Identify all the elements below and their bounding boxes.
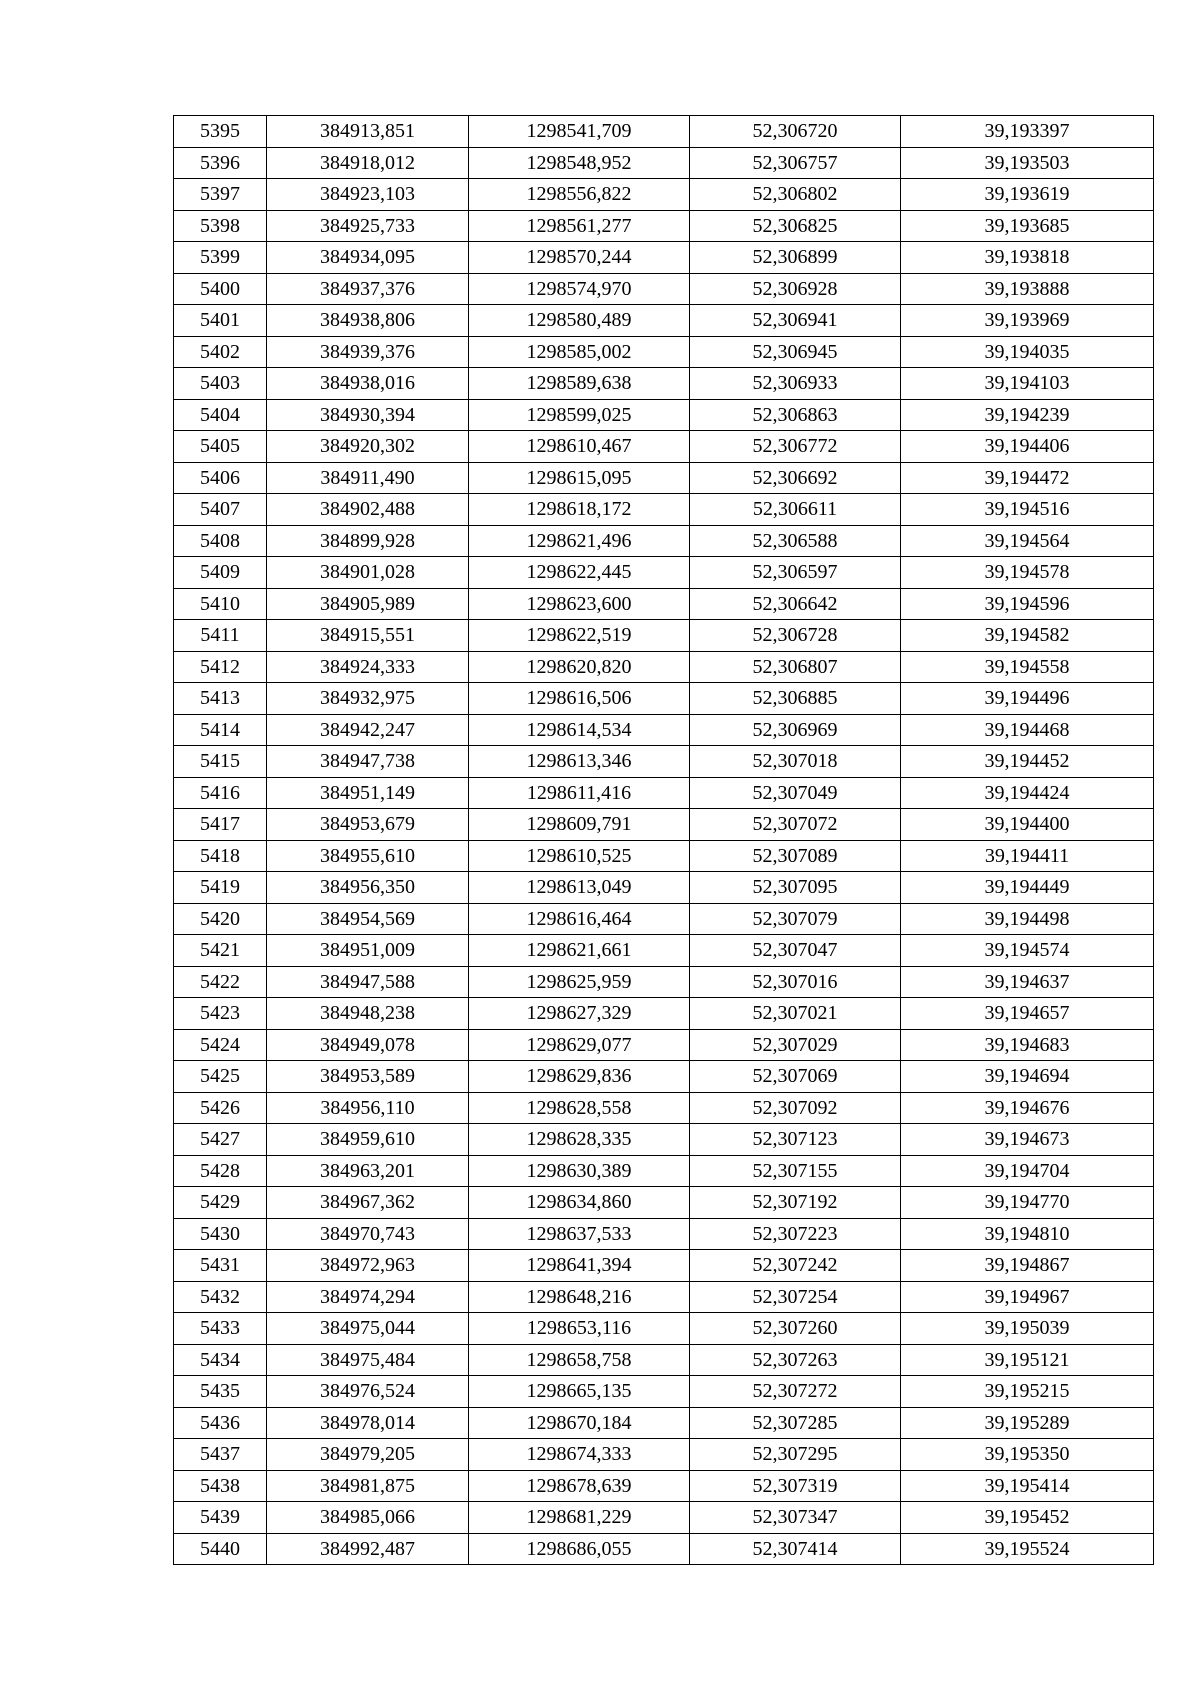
point-number-cell: 5410: [174, 588, 267, 620]
latitude-cell: 52,307079: [690, 903, 901, 935]
y-coordinate-cell: 1298621,496: [469, 525, 690, 557]
longitude-cell: 39,194867: [901, 1250, 1154, 1282]
longitude-cell: 39,195121: [901, 1344, 1154, 1376]
x-coordinate-cell: 384963,201: [267, 1155, 469, 1187]
y-coordinate-cell: 1298548,952: [469, 147, 690, 179]
latitude-cell: 52,306928: [690, 273, 901, 305]
longitude-cell: 39,194770: [901, 1187, 1154, 1219]
table-row: [174, 1250, 1154, 1282]
point-number-cell: 5425: [174, 1061, 267, 1093]
y-coordinate-cell: 1298589,638: [469, 368, 690, 400]
latitude-cell: 52,306933: [690, 368, 901, 400]
table-row: [174, 1344, 1154, 1376]
point-number-cell: 5407: [174, 494, 267, 526]
table-row: [174, 714, 1154, 746]
table-row: [174, 305, 1154, 337]
point-number-cell: 5398: [174, 210, 267, 242]
y-coordinate-cell: 1298610,525: [469, 840, 690, 872]
table-row: [174, 462, 1154, 494]
y-coordinate-cell: 1298634,860: [469, 1187, 690, 1219]
longitude-cell: 39,194516: [901, 494, 1154, 526]
table-row: [174, 903, 1154, 935]
longitude-cell: 39,194411: [901, 840, 1154, 872]
y-coordinate-cell: 1298618,172: [469, 494, 690, 526]
latitude-cell: 52,307192: [690, 1187, 901, 1219]
y-coordinate-cell: 1298599,025: [469, 399, 690, 431]
longitude-cell: 39,195452: [901, 1502, 1154, 1534]
point-number-cell: 5396: [174, 147, 267, 179]
table-row: [174, 620, 1154, 652]
table-row: [174, 525, 1154, 557]
longitude-cell: 39,195039: [901, 1313, 1154, 1345]
point-number-cell: 5432: [174, 1281, 267, 1313]
table-row: [174, 1313, 1154, 1345]
table-row: [174, 557, 1154, 589]
point-number-cell: 5409: [174, 557, 267, 589]
latitude-cell: 52,306885: [690, 683, 901, 715]
coordinates-table-body: [174, 116, 1154, 1565]
x-coordinate-cell: 384951,149: [267, 777, 469, 809]
longitude-cell: 39,194449: [901, 872, 1154, 904]
point-number-cell: 5431: [174, 1250, 267, 1282]
table-row: [174, 1470, 1154, 1502]
latitude-cell: 52,307223: [690, 1218, 901, 1250]
longitude-cell: 39,194496: [901, 683, 1154, 715]
latitude-cell: 52,306611: [690, 494, 901, 526]
point-number-cell: 5417: [174, 809, 267, 841]
table-row: [174, 1029, 1154, 1061]
point-number-cell: 5405: [174, 431, 267, 463]
longitude-cell: 39,193397: [901, 116, 1154, 148]
table-row: [174, 1061, 1154, 1093]
latitude-cell: 52,307285: [690, 1407, 901, 1439]
latitude-cell: 52,306899: [690, 242, 901, 274]
x-coordinate-cell: 384953,589: [267, 1061, 469, 1093]
x-coordinate-cell: 384918,012: [267, 147, 469, 179]
point-number-cell: 5429: [174, 1187, 267, 1219]
x-coordinate-cell: 384959,610: [267, 1124, 469, 1156]
longitude-cell: 39,195524: [901, 1533, 1154, 1565]
latitude-cell: 52,306807: [690, 651, 901, 683]
y-coordinate-cell: 1298616,506: [469, 683, 690, 715]
latitude-cell: 52,307414: [690, 1533, 901, 1565]
x-coordinate-cell: 384901,028: [267, 557, 469, 589]
latitude-cell: 52,306757: [690, 147, 901, 179]
point-number-cell: 5416: [174, 777, 267, 809]
table-row: [174, 746, 1154, 778]
y-coordinate-cell: 1298622,519: [469, 620, 690, 652]
y-coordinate-cell: 1298541,709: [469, 116, 690, 148]
point-number-cell: 5422: [174, 966, 267, 998]
latitude-cell: 52,307049: [690, 777, 901, 809]
latitude-cell: 52,307029: [690, 1029, 901, 1061]
y-coordinate-cell: 1298648,216: [469, 1281, 690, 1313]
x-coordinate-cell: 384947,738: [267, 746, 469, 778]
x-coordinate-cell: 384955,610: [267, 840, 469, 872]
point-number-cell: 5414: [174, 714, 267, 746]
x-coordinate-cell: 384974,294: [267, 1281, 469, 1313]
point-number-cell: 5415: [174, 746, 267, 778]
x-coordinate-cell: 384975,484: [267, 1344, 469, 1376]
table-row: [174, 1439, 1154, 1471]
y-coordinate-cell: 1298627,329: [469, 998, 690, 1030]
point-number-cell: 5408: [174, 525, 267, 557]
latitude-cell: 52,307047: [690, 935, 901, 967]
table-row: [174, 1533, 1154, 1565]
longitude-cell: 39,194472: [901, 462, 1154, 494]
y-coordinate-cell: 1298561,277: [469, 210, 690, 242]
x-coordinate-cell: 384930,394: [267, 399, 469, 431]
point-number-cell: 5428: [174, 1155, 267, 1187]
table-row: [174, 966, 1154, 998]
latitude-cell: 52,307319: [690, 1470, 901, 1502]
x-coordinate-cell: 384956,110: [267, 1092, 469, 1124]
y-coordinate-cell: 1298610,467: [469, 431, 690, 463]
y-coordinate-cell: 1298611,416: [469, 777, 690, 809]
longitude-cell: 39,194406: [901, 431, 1154, 463]
y-coordinate-cell: 1298585,002: [469, 336, 690, 368]
y-coordinate-cell: 1298629,836: [469, 1061, 690, 1093]
longitude-cell: 39,194035: [901, 336, 1154, 368]
x-coordinate-cell: 384939,376: [267, 336, 469, 368]
latitude-cell: 52,307260: [690, 1313, 901, 1345]
point-number-cell: 5435: [174, 1376, 267, 1408]
longitude-cell: 39,194498: [901, 903, 1154, 935]
y-coordinate-cell: 1298681,229: [469, 1502, 690, 1534]
y-coordinate-cell: 1298628,335: [469, 1124, 690, 1156]
table-row: [174, 777, 1154, 809]
y-coordinate-cell: 1298674,333: [469, 1439, 690, 1471]
longitude-cell: 39,194239: [901, 399, 1154, 431]
table-row: [174, 431, 1154, 463]
y-coordinate-cell: 1298678,639: [469, 1470, 690, 1502]
y-coordinate-cell: 1298629,077: [469, 1029, 690, 1061]
latitude-cell: 52,307242: [690, 1250, 901, 1282]
longitude-cell: 39,193969: [901, 305, 1154, 337]
table-row: [174, 147, 1154, 179]
latitude-cell: 52,307092: [690, 1092, 901, 1124]
table-row: [174, 116, 1154, 148]
point-number-cell: 5419: [174, 872, 267, 904]
y-coordinate-cell: 1298658,758: [469, 1344, 690, 1376]
y-coordinate-cell: 1298630,389: [469, 1155, 690, 1187]
latitude-cell: 52,307069: [690, 1061, 901, 1093]
x-coordinate-cell: 384970,743: [267, 1218, 469, 1250]
point-number-cell: 5430: [174, 1218, 267, 1250]
longitude-cell: 39,194468: [901, 714, 1154, 746]
x-coordinate-cell: 384915,551: [267, 620, 469, 652]
table-row: [174, 1092, 1154, 1124]
table-row: [174, 872, 1154, 904]
latitude-cell: 52,306945: [690, 336, 901, 368]
point-number-cell: 5399: [174, 242, 267, 274]
y-coordinate-cell: 1298615,095: [469, 462, 690, 494]
table-row: [174, 998, 1154, 1030]
longitude-cell: 39,194637: [901, 966, 1154, 998]
latitude-cell: 52,307123: [690, 1124, 901, 1156]
table-row: [174, 809, 1154, 841]
longitude-cell: 39,194683: [901, 1029, 1154, 1061]
longitude-cell: 39,194424: [901, 777, 1154, 809]
point-number-cell: 5427: [174, 1124, 267, 1156]
longitude-cell: 39,194564: [901, 525, 1154, 557]
x-coordinate-cell: 384985,066: [267, 1502, 469, 1534]
x-coordinate-cell: 384972,963: [267, 1250, 469, 1282]
longitude-cell: 39,193503: [901, 147, 1154, 179]
x-coordinate-cell: 384925,733: [267, 210, 469, 242]
latitude-cell: 52,307089: [690, 840, 901, 872]
x-coordinate-cell: 384978,014: [267, 1407, 469, 1439]
table-row: [174, 840, 1154, 872]
longitude-cell: 39,194452: [901, 746, 1154, 778]
latitude-cell: 52,306825: [690, 210, 901, 242]
point-number-cell: 5402: [174, 336, 267, 368]
x-coordinate-cell: 384938,806: [267, 305, 469, 337]
latitude-cell: 52,306642: [690, 588, 901, 620]
latitude-cell: 52,307018: [690, 746, 901, 778]
table-row: [174, 1155, 1154, 1187]
y-coordinate-cell: 1298609,791: [469, 809, 690, 841]
table-row: [174, 210, 1154, 242]
x-coordinate-cell: 384956,350: [267, 872, 469, 904]
point-number-cell: 5403: [174, 368, 267, 400]
table-row: [174, 242, 1154, 274]
table-row: [174, 1281, 1154, 1313]
latitude-cell: 52,306597: [690, 557, 901, 589]
longitude-cell: 39,194967: [901, 1281, 1154, 1313]
longitude-cell: 39,194574: [901, 935, 1154, 967]
coordinates-table: [173, 115, 1154, 1565]
point-number-cell: 5433: [174, 1313, 267, 1345]
longitude-cell: 39,194673: [901, 1124, 1154, 1156]
x-coordinate-cell: 384920,302: [267, 431, 469, 463]
point-number-cell: 5412: [174, 651, 267, 683]
table-row: [174, 683, 1154, 715]
longitude-cell: 39,193619: [901, 179, 1154, 211]
point-number-cell: 5395: [174, 116, 267, 148]
x-coordinate-cell: 384949,078: [267, 1029, 469, 1061]
point-number-cell: 5437: [174, 1439, 267, 1471]
x-coordinate-cell: 384934,095: [267, 242, 469, 274]
y-coordinate-cell: 1298621,661: [469, 935, 690, 967]
latitude-cell: 52,306941: [690, 305, 901, 337]
x-coordinate-cell: 384938,016: [267, 368, 469, 400]
x-coordinate-cell: 384976,524: [267, 1376, 469, 1408]
y-coordinate-cell: 1298686,055: [469, 1533, 690, 1565]
longitude-cell: 39,193818: [901, 242, 1154, 274]
x-coordinate-cell: 384932,975: [267, 683, 469, 715]
y-coordinate-cell: 1298620,820: [469, 651, 690, 683]
point-number-cell: 5440: [174, 1533, 267, 1565]
table-row: [174, 368, 1154, 400]
latitude-cell: 52,306588: [690, 525, 901, 557]
table-row: [174, 651, 1154, 683]
longitude-cell: 39,193888: [901, 273, 1154, 305]
table-row: [174, 399, 1154, 431]
x-coordinate-cell: 384942,247: [267, 714, 469, 746]
y-coordinate-cell: 1298580,489: [469, 305, 690, 337]
x-coordinate-cell: 384954,569: [267, 903, 469, 935]
longitude-cell: 39,193685: [901, 210, 1154, 242]
y-coordinate-cell: 1298653,116: [469, 1313, 690, 1345]
latitude-cell: 52,306772: [690, 431, 901, 463]
point-number-cell: 5401: [174, 305, 267, 337]
x-coordinate-cell: 384979,205: [267, 1439, 469, 1471]
table-row: [174, 1187, 1154, 1219]
x-coordinate-cell: 384992,487: [267, 1533, 469, 1565]
latitude-cell: 52,306802: [690, 179, 901, 211]
table-row: [174, 1376, 1154, 1408]
latitude-cell: 52,307347: [690, 1502, 901, 1534]
longitude-cell: 39,194578: [901, 557, 1154, 589]
longitude-cell: 39,194596: [901, 588, 1154, 620]
y-coordinate-cell: 1298622,445: [469, 557, 690, 589]
x-coordinate-cell: 384899,928: [267, 525, 469, 557]
latitude-cell: 52,306728: [690, 620, 901, 652]
x-coordinate-cell: 384923,103: [267, 179, 469, 211]
latitude-cell: 52,307021: [690, 998, 901, 1030]
point-number-cell: 5411: [174, 620, 267, 652]
y-coordinate-cell: 1298570,244: [469, 242, 690, 274]
y-coordinate-cell: 1298613,049: [469, 872, 690, 904]
longitude-cell: 39,194582: [901, 620, 1154, 652]
x-coordinate-cell: 384924,333: [267, 651, 469, 683]
point-number-cell: 5438: [174, 1470, 267, 1502]
point-number-cell: 5426: [174, 1092, 267, 1124]
point-number-cell: 5434: [174, 1344, 267, 1376]
latitude-cell: 52,307155: [690, 1155, 901, 1187]
x-coordinate-cell: 384953,679: [267, 809, 469, 841]
latitude-cell: 52,307263: [690, 1344, 901, 1376]
point-number-cell: 5423: [174, 998, 267, 1030]
point-number-cell: 5424: [174, 1029, 267, 1061]
longitude-cell: 39,195289: [901, 1407, 1154, 1439]
x-coordinate-cell: 384951,009: [267, 935, 469, 967]
x-coordinate-cell: 384937,376: [267, 273, 469, 305]
point-number-cell: 5420: [174, 903, 267, 935]
x-coordinate-cell: 384905,989: [267, 588, 469, 620]
x-coordinate-cell: 384913,851: [267, 116, 469, 148]
y-coordinate-cell: 1298616,464: [469, 903, 690, 935]
table-row: [174, 935, 1154, 967]
y-coordinate-cell: 1298641,394: [469, 1250, 690, 1282]
longitude-cell: 39,194810: [901, 1218, 1154, 1250]
x-coordinate-cell: 384967,362: [267, 1187, 469, 1219]
table-row: [174, 1407, 1154, 1439]
table-row: [174, 179, 1154, 211]
table-row: [174, 494, 1154, 526]
x-coordinate-cell: 384981,875: [267, 1470, 469, 1502]
y-coordinate-cell: 1298623,600: [469, 588, 690, 620]
y-coordinate-cell: 1298665,135: [469, 1376, 690, 1408]
y-coordinate-cell: 1298625,959: [469, 966, 690, 998]
point-number-cell: 5404: [174, 399, 267, 431]
point-number-cell: 5397: [174, 179, 267, 211]
x-coordinate-cell: 384948,238: [267, 998, 469, 1030]
y-coordinate-cell: 1298628,558: [469, 1092, 690, 1124]
point-number-cell: 5406: [174, 462, 267, 494]
y-coordinate-cell: 1298614,534: [469, 714, 690, 746]
longitude-cell: 39,195414: [901, 1470, 1154, 1502]
x-coordinate-cell: 384911,490: [267, 462, 469, 494]
longitude-cell: 39,194657: [901, 998, 1154, 1030]
table-row: [174, 1218, 1154, 1250]
point-number-cell: 5436: [174, 1407, 267, 1439]
longitude-cell: 39,194558: [901, 651, 1154, 683]
point-number-cell: 5421: [174, 935, 267, 967]
y-coordinate-cell: 1298670,184: [469, 1407, 690, 1439]
latitude-cell: 52,307272: [690, 1376, 901, 1408]
latitude-cell: 52,307254: [690, 1281, 901, 1313]
point-number-cell: 5439: [174, 1502, 267, 1534]
latitude-cell: 52,307095: [690, 872, 901, 904]
latitude-cell: 52,306720: [690, 116, 901, 148]
x-coordinate-cell: 384947,588: [267, 966, 469, 998]
longitude-cell: 39,195350: [901, 1439, 1154, 1471]
y-coordinate-cell: 1298574,970: [469, 273, 690, 305]
point-number-cell: 5418: [174, 840, 267, 872]
longitude-cell: 39,194400: [901, 809, 1154, 841]
longitude-cell: 39,195215: [901, 1376, 1154, 1408]
longitude-cell: 39,194103: [901, 368, 1154, 400]
latitude-cell: 52,307295: [690, 1439, 901, 1471]
latitude-cell: 52,306863: [690, 399, 901, 431]
y-coordinate-cell: 1298637,533: [469, 1218, 690, 1250]
table-row: [174, 336, 1154, 368]
latitude-cell: 52,306969: [690, 714, 901, 746]
longitude-cell: 39,194704: [901, 1155, 1154, 1187]
point-number-cell: 5413: [174, 683, 267, 715]
table-row: [174, 273, 1154, 305]
longitude-cell: 39,194676: [901, 1092, 1154, 1124]
y-coordinate-cell: 1298556,822: [469, 179, 690, 211]
table-row: [174, 1124, 1154, 1156]
table-row: [174, 588, 1154, 620]
latitude-cell: 52,306692: [690, 462, 901, 494]
y-coordinate-cell: 1298613,346: [469, 746, 690, 778]
latitude-cell: 52,307072: [690, 809, 901, 841]
latitude-cell: 52,307016: [690, 966, 901, 998]
x-coordinate-cell: 384902,488: [267, 494, 469, 526]
table-row: [174, 1502, 1154, 1534]
point-number-cell: 5400: [174, 273, 267, 305]
x-coordinate-cell: 384975,044: [267, 1313, 469, 1345]
longitude-cell: 39,194694: [901, 1061, 1154, 1093]
